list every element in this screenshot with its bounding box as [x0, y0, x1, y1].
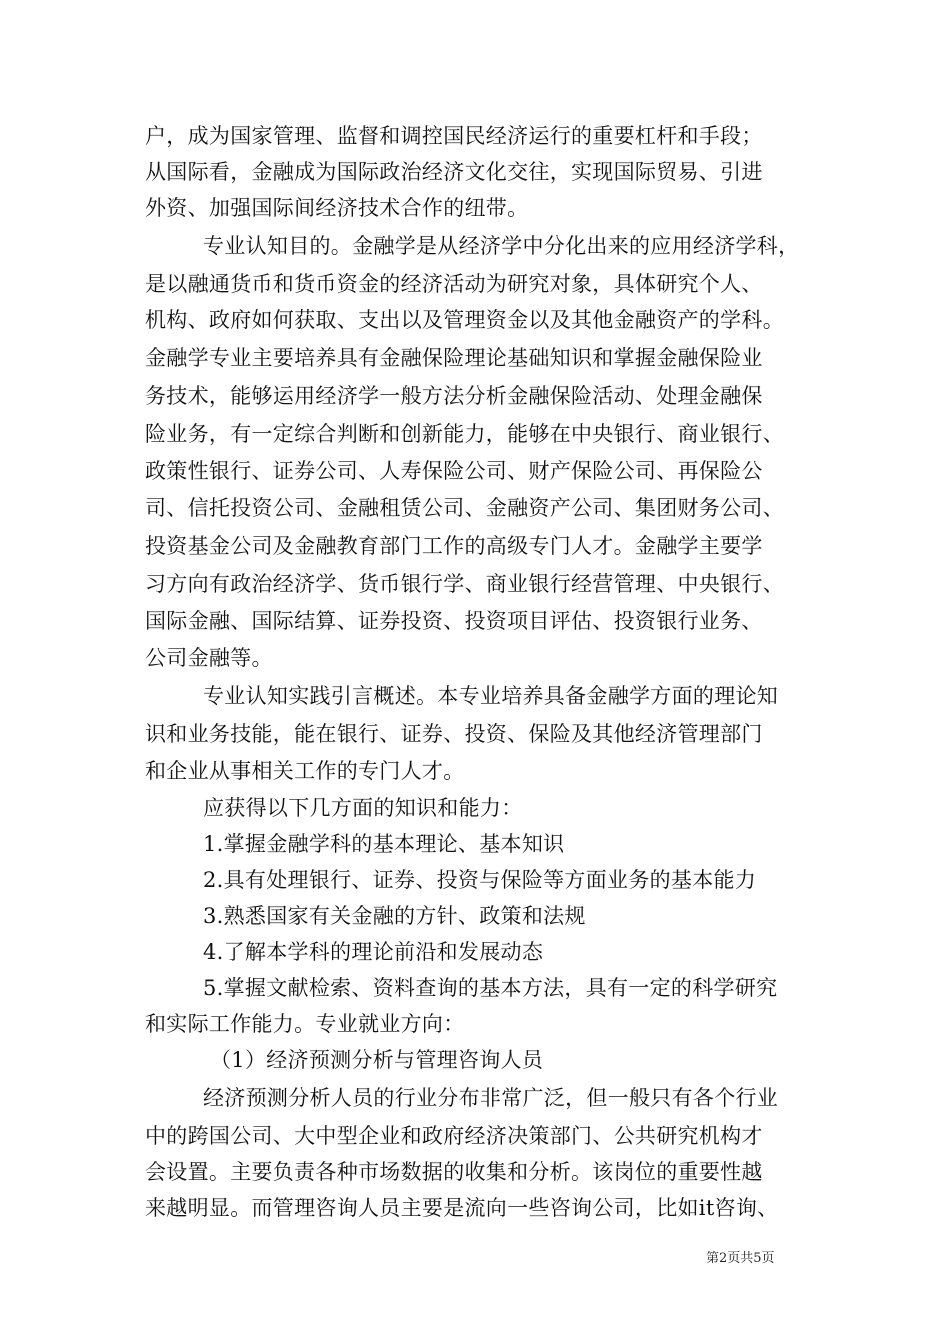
text-line: 和企业从事相关工作的专门人才。 [145, 759, 465, 783]
list-item: 5.掌握文献检索、资料查询的基本方法，具有一定的科学研究 [203, 976, 778, 1000]
text-line: 公司金融等。 [145, 646, 273, 670]
text-line: 中的跨国公司、大中型企业和政府经济决策部门、公共研究机构才 [145, 1124, 763, 1148]
text-line: 是以融通货币和货币资金的经济活动为研究对象，具体研究个人、 [145, 272, 763, 296]
text-line: 金融学专业主要培养具有金融保险理论基础知识和掌握金融保险业 [145, 346, 763, 370]
text-line: 国际金融、国际结算、证券投资、投资项目评估、投资银行业务、 [145, 609, 763, 633]
text-line: 险业务，有一定综合判断和创新能力，能够在中央银行、商业银行、 [145, 422, 784, 446]
text-line: 投资基金公司及金融教育部门工作的高级专门人才。金融学主要学 [145, 534, 763, 558]
page-number: 第2页共5页 [706, 1251, 775, 1266]
list-item: 4.了解本学科的理论前沿和发展动态 [203, 940, 544, 964]
text-line: 外资、加强国际间经济技术合作的纽带。 [145, 196, 529, 220]
text-line: 机构、政府如何获取、支出以及管理资金以及其他金融资产的学科。 [145, 308, 784, 332]
text-line: 习方向有政治经济学、货币银行学、商业银行经营管理、中央银行、 [145, 572, 784, 596]
list-item: 2.具有处理银行、证券、投资与保险等方面业务的基本能力 [203, 868, 757, 892]
text-line: 会设置。主要负责各种市场数据的收集和分析。该岗位的重要性越 [145, 1160, 763, 1184]
text-line: 政策性银行、证券公司、人寿保险公司、财产保险公司、再保险公 [145, 459, 763, 483]
text-line: 户，成为国家管理、监督和调控国民经济运行的重要杠杆和手段； [145, 124, 763, 148]
paragraph-first-line: 专业认知实践引言概述。本专业培养具备金融学方面的理论知 [203, 684, 779, 708]
paragraph-first-line: 经济预测分析人员的行业分布非常广泛，但一般只有各个行业 [203, 1086, 779, 1110]
list-item: 3.熟悉国家有关金融的方针、政策和法规 [203, 904, 586, 928]
text-line: 和实际工作能力。专业就业方向： [145, 1012, 465, 1036]
text-line: 从国际看，金融成为国际政治经济文化交往，实现国际贸易、引进 [145, 160, 763, 184]
paragraph-first-line: 专业认知目的。金融学是从经济学中分化出来的应用经济学科， [203, 234, 800, 258]
text-line: 来越明显。而管理咨询人员主要是流向一些咨询公司，比如it咨询、 [145, 1196, 779, 1220]
list-intro: 应获得以下几方面的知识和能力： [203, 796, 523, 820]
text-line: 识和业务技能，能在银行、证券、投资、保险及其他经济管理部门 [145, 722, 763, 746]
list-item: 1.掌握金融学科的基本理论、基本知识 [203, 832, 565, 856]
section-heading: （1）经济预测分析与管理咨询人员 [210, 1048, 544, 1072]
text-line: 司、信托投资公司、金融租赁公司、金融资产公司、集团财务公司、 [145, 496, 784, 520]
text-line: 务技术，能够运用经济学一般方法分析金融保险活动、处理金融保 [145, 384, 763, 408]
